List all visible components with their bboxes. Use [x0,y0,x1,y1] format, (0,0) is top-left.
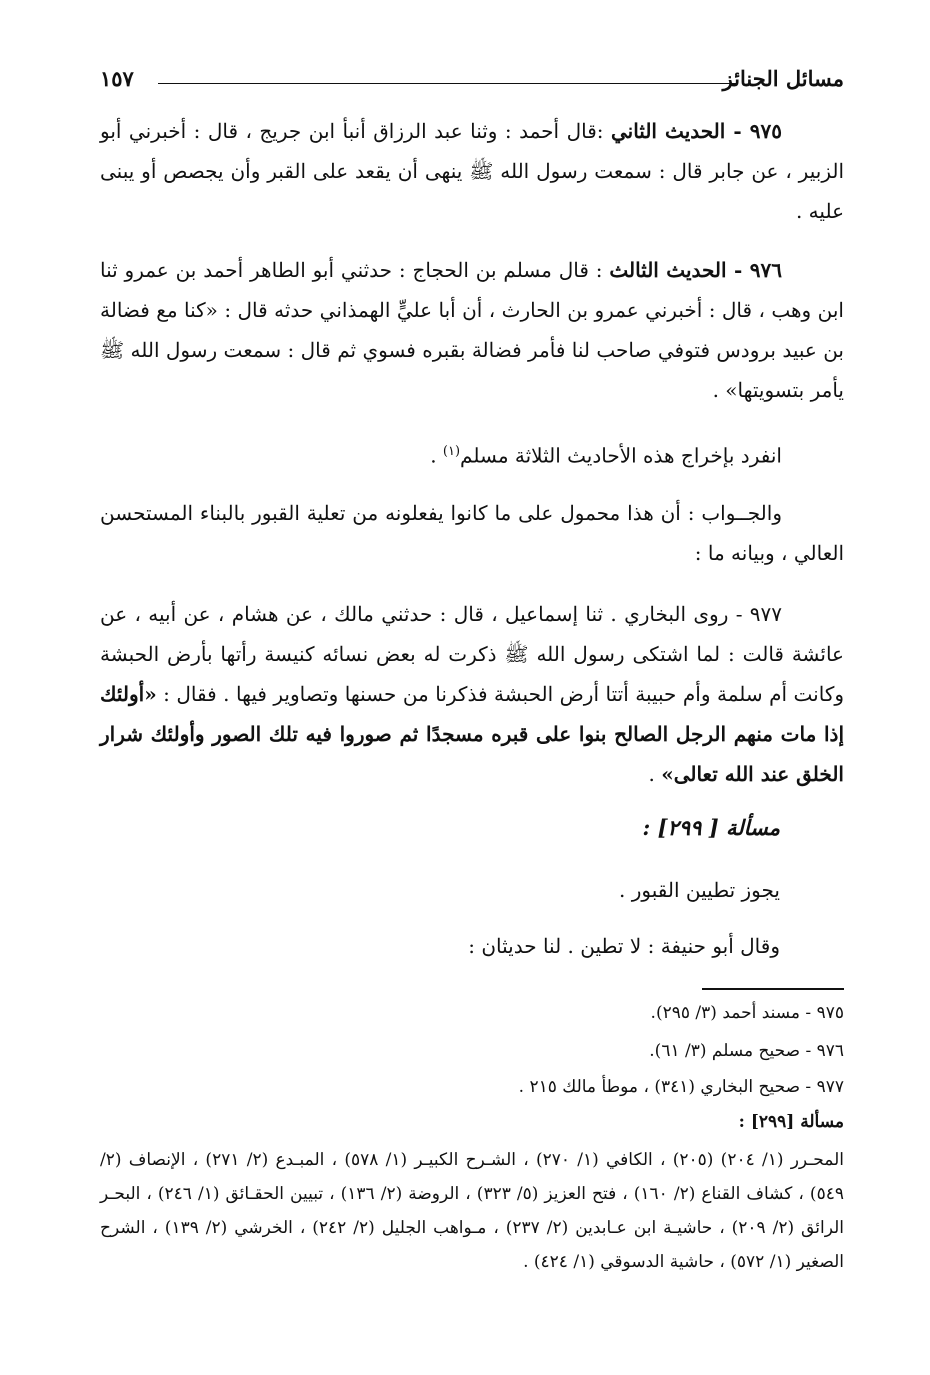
chapter-title: مسائل الجنائز [722,66,844,91]
hadith-975 [100,111,844,231]
hadith-976-text: : قال مسلم بن الحجاج : حدثني أبو الطاهر أحمد بن عمرو ثنا ابن وهب ، قال : أخبرني عمرو بن الحارث ، أن أبا عليٍّ الهمذاني حدثه قال : «كنا مع فضالة بن عبيد برودس فتوفي صاحب لنا فأمر فضالة بقبره فسوي ثم قال : سمعت رسول الله ﷺ يأمر بتسويتها» . [100,258,844,402]
hadith-976 [100,250,844,410]
answer-paragraph [100,493,844,573]
hadith-977-end: . [648,762,662,786]
muslim-note [100,432,844,476]
footnote-marker: (١) [442,444,461,459]
issue-line-1: يجوز تطيين القبور . [619,878,780,902]
footnote-rule [702,988,844,990]
muslim-note-text: انفرد بإخراج هذه الأحاديث الثلاثة مسلم [460,443,782,468]
footnote-sources: المحـرر (١/ ٢٠٤) (٢٠٥) ، الكافي (١/ ٢٧٠) ، الشـرح الكبيـر (١/ ٥٧٨) ، المبـدع (٢/ ٢٧١) ، الإنصاف (٢/ ٥٤٩) ، كشاف القناع (٢/ ١٦٠) ، فتح العزيز (٥/ ٣٢٣) ، الروضة (٢/ ١٣٦) ، تبيين الحقـائق (١/ ٢٤٦) ، البحـر الرائق (٢/ ٢٠٩) ، حاشيـة ابن عـابدين (٢/ ٢٣٧) ، مـواهب الجليل (٢/ ٢٤٢) ، الخرشي (٢/ ١٣٩) ، الشرح الصغير (١/ ٥٧٢) ، حاشية الدسوقي (١/ ٤٢٤) . [100,1150,844,1272]
hadith-975-lead: ٩٧٥ - الحديث الثاني [610,119,783,143]
header-rule [158,83,736,84]
muslim-note-end: . [430,443,443,468]
hadith-977-quote: «أولئك إذا مات منهم الرجل الصالح بنوا على قبره مسجدًا ثم صوروا فيه تلك الصور وأولئك شرار الخلق عند الله تعالى» [100,682,845,786]
hadith-977-text: ٩٧٧ - روى البخاري . ثنا إسماعيل ، قال : حدثني مالك ، عن هشام ، عن أبيه ، عن عائشة قالت : لما اشتكى رسول الله ﷺ ذكرت له بعض نسائه كنيسة رأتها بأرض الحبشة وكانت أم سلمة وأم حبيبة أتتا أرض الحبشة فذكرنا من حسنها وتصاوير فيها . فقال : [100,602,844,706]
page-number: ١٥٧ [100,66,134,91]
footnote-976: ٩٧٦ - صحيح مسلم (٣/ ٦١). [649,1041,844,1061]
hadith-976-lead: ٩٧٦ - الحديث الثالث [609,258,782,282]
hadith-975-text: :قال أحمد : وثنا عبد الرزاق أنبأ ابن جريج ، قال : أخبرني أبو الزبير ، عن جابر قال : سمعت رسول الله ﷺ ينهى أن يقعد على القبر وأن يجصص أو يبنى عليه . [100,119,844,223]
footnote-issue-label: مسألة [٢٩٩] : [738,1112,844,1132]
footnote-977: ٩٧٧ - صحيح البخاري (٣٤١) ، موطأ مالك ٢١٥ . [518,1077,844,1097]
hadith-977 [100,594,844,794]
running-header [100,64,844,104]
issue-heading: مسألة [ ٢٩٩] : [642,815,780,840]
issue-line-2: وقال أبو حنيفة : لا تطين . لنا حديثان : [468,934,780,958]
answer-text: والجــواب : أن هذا محمول على ما كانوا يفعلونه من تعلية القبور بالبناء المستحسن العالي ، وبيانه ما : [100,501,844,565]
footnote-975: ٩٧٥ - مسند أحمد (٣/ ٢٩٥). [650,1003,844,1023]
